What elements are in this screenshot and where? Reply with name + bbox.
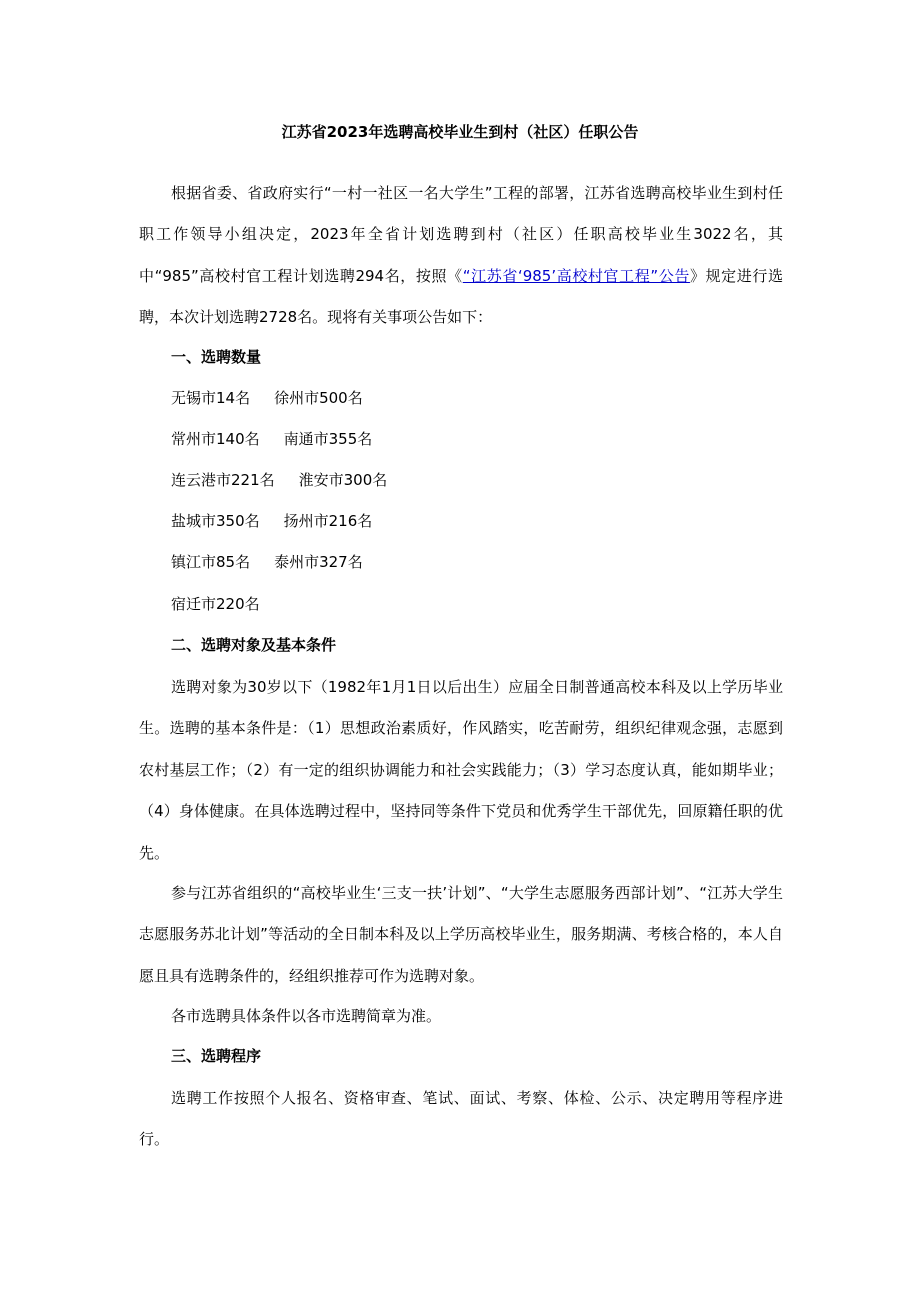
quota-city: 泰州市327名: [274, 553, 363, 571]
quota-city: 扬州市216名: [283, 512, 373, 530]
procedure-paragraph: 选聘工作按照个人报名、资格审查、笔试、面试、考察、体检、公示、决定聘用等程序进行。: [139, 1089, 783, 1149]
quota-city: 镇江市85名: [171, 553, 251, 571]
intro-paragraph: [139, 173, 783, 339]
eligibility-paragraph: 选聘对象为30岁以下（1982年1月1日以后出生）应届全日制普通高校本科及以上学历毕业生。选聘的基本条件是：（1）思想政治素质好，作风踏实，吃苦耐劳，组织纪律观念强，志愿到农村基层工作；（2）有一定的组织协调能力和社会实践能力；（3）学习态度认真，能如期毕业；（4）身体健康。在具体选聘过程中，坚持同等条件下党员和优秀学生干部优先，回原籍任职的优先。: [139, 678, 783, 862]
quota-city: 淮安市300名: [298, 471, 388, 489]
section-heading-quota: 一、选聘数量: [171, 348, 262, 366]
quota-row: [171, 429, 372, 449]
eligibility-paragraph: 各市选聘具体条件以各市选聘简章为准。: [171, 1007, 442, 1025]
quota-city: 宿迁市220名: [171, 595, 260, 613]
quota-row: [171, 511, 372, 531]
quota-city: 无锡市14名: [171, 389, 251, 407]
quota-row: [171, 470, 387, 490]
intro-text-before-link: 根据省委、省政府实行“一村一社区一名大学生”工程的部署，江苏省选聘高校毕业生到村任职工作领导小组决定，2023年全省计划选聘到村（社区）任职高校毕业生3022名，其中“985”高校村官工程计划选聘294名，按照《: [139, 184, 783, 285]
section-heading-procedure: 三、选聘程序: [171, 1047, 262, 1065]
quota-row: [171, 552, 363, 572]
quota-city: 常州市140名: [171, 430, 260, 448]
quota-row: [171, 594, 260, 614]
section-heading-eligibility: 二、选聘对象及基本条件: [171, 636, 337, 654]
quota-city: 徐州市500名: [274, 389, 363, 407]
quota-row: [171, 388, 363, 408]
intro-text-after-link: 》规定进行选聘，本次计划选聘2728名。现将有关事项公告如下：: [139, 266, 783, 327]
document-title: 江苏省2023年选聘高校毕业生到村（社区）任职公告: [281, 123, 639, 141]
notice-link[interactable]: “江苏省‘985’高校村官工程”公告: [462, 266, 690, 285]
quota-city: 盐城市350名: [171, 512, 260, 530]
eligibility-paragraph: 参与江苏省组织的“高校毕业生‘三支一扶’计划”、“大学生志愿服务西部计划”、“江苏大学生志愿服务苏北计划”等活动的全日制本科及以上学历高校毕业生，服务期满、考核合格的，本人自愿且具有选聘条件的，经组织推荐可作为选聘对象。: [139, 884, 783, 985]
quota-city: 连云港市221名: [171, 471, 275, 489]
quota-city: 南通市355名: [283, 430, 373, 448]
